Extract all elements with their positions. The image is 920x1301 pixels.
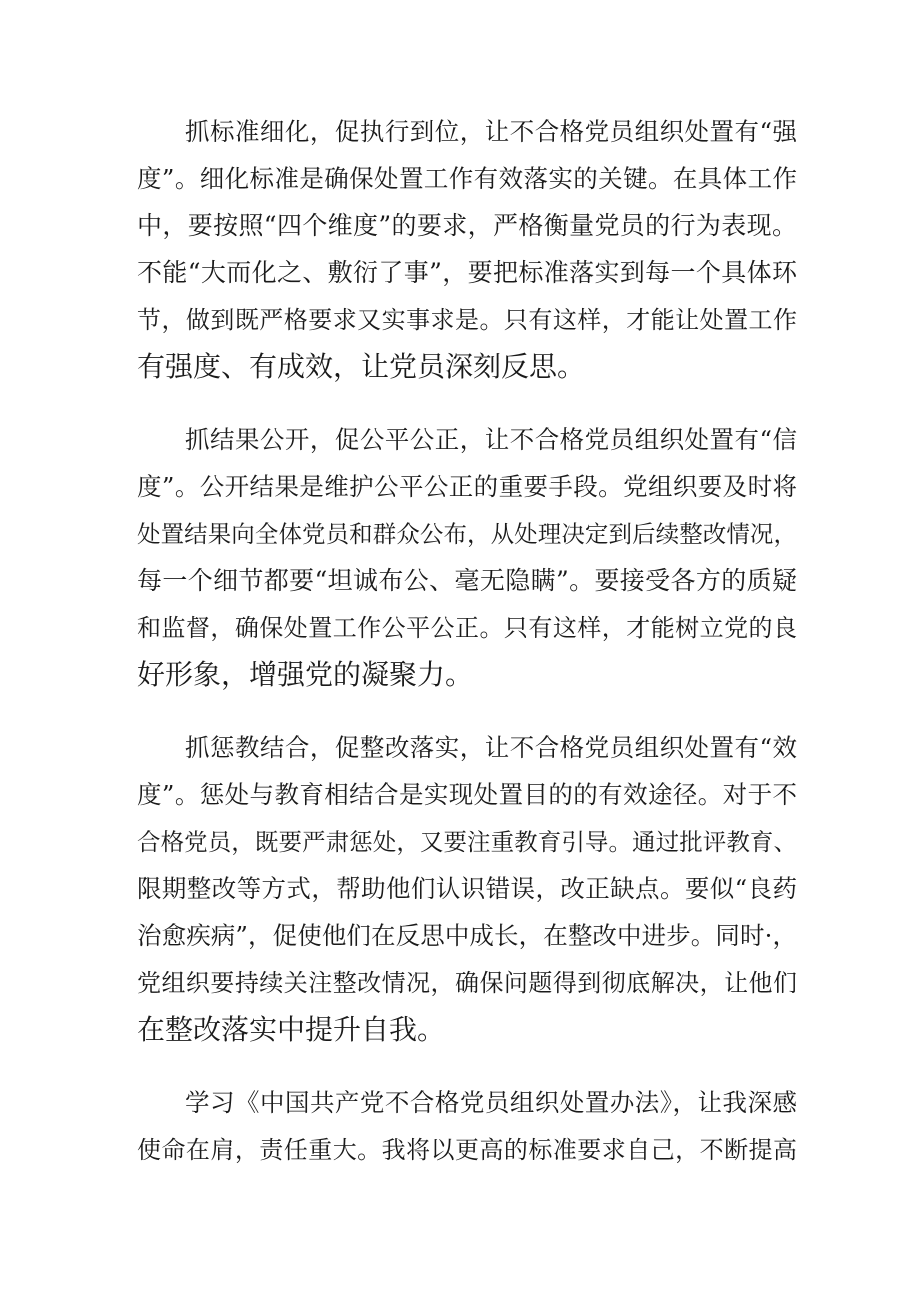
text-line: 度”。细化标准是确保处置工作有效落实的关键。在具体工作 bbox=[137, 164, 797, 193]
text-line: 度”。公开结果是维护公平公正的重要手段。党组织要及时将 bbox=[137, 472, 797, 501]
text-line: 学习《中国共产党不合格党员组织处置办法》，让我深感 bbox=[185, 1088, 797, 1117]
text-line: 度”。惩处与教育相结合是实现处置目的的有效途径。对于不 bbox=[137, 780, 797, 809]
text-line: 每一个细节都要“坦诚布公、毫无隐瞒”。要接受各方的质疑 bbox=[137, 566, 797, 595]
text-line: 党组织要持续关注整改情况，确保问题得到彻底解决，让他们 bbox=[137, 969, 797, 997]
text-line: 抓结果公开，促公平公正，让不合格党员组织处置有“信 bbox=[185, 425, 797, 454]
text-line: 处置结果向全体党员和群众公布，从处理决定到后续整改情况， bbox=[137, 520, 797, 548]
text-line: 治愈疾病”，促使他们在反思中成长，在整改中进步。同时·， bbox=[137, 921, 797, 950]
text-line: 抓标准细化，促执行到位，让不合格党员组织处置有“强 bbox=[185, 117, 797, 146]
text-line: 在整改落实中提升自我。 bbox=[137, 1013, 446, 1046]
text-line: 有强度、有成效，让党员深刻反思。 bbox=[137, 350, 586, 383]
text-line: 合格党员，既要严肃惩处，又要注重教育引导。通过批评教育、 bbox=[137, 828, 797, 856]
text-line: 中，要按照“四个维度”的要求，严格衡量党员的行为表现。 bbox=[137, 211, 797, 240]
text-line: 好形象，增强党的凝聚力。 bbox=[137, 658, 474, 691]
text-line: 不能“大而化之、敷衍了事”，要把标准落实到每一个具体环 bbox=[137, 258, 797, 287]
text-line: 抓惩教结合，促整改落实，让不合格党员组织处置有“效 bbox=[185, 733, 797, 762]
text-line: 使命在肩，责任重大。我将以更高的标准要求自己，不断提高 bbox=[137, 1136, 797, 1164]
text-line: 限期整改等方式，帮助他们认识错误，改正缺点。要似“良药 bbox=[137, 874, 797, 903]
text-line: 和监督，确保处置工作公平公正。只有这样，才能树立党的良 bbox=[137, 614, 797, 642]
text-line: 节，做到既严格要求又实事求是。只有这样，才能让处置工作 bbox=[137, 306, 797, 334]
